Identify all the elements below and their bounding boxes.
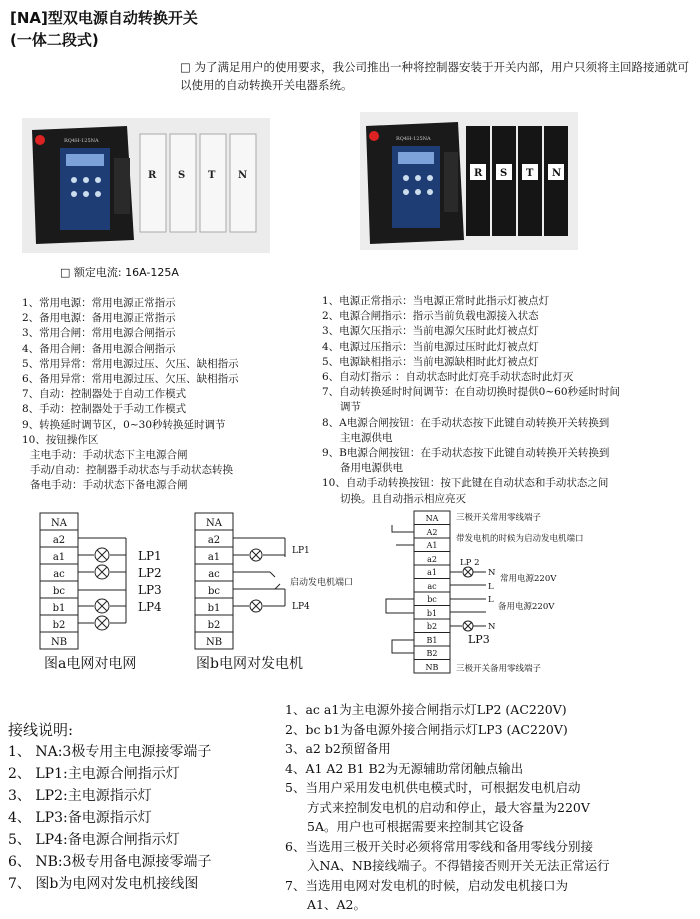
list-item: 10、按钮操作区 [22, 433, 99, 446]
terminal-label: a1 [427, 568, 437, 577]
list-subitem: 手动/自动：控制器手动状态与手动状态转换 [30, 464, 234, 477]
list-item: 1、常用电源：常用电源正常指示 [22, 297, 176, 309]
wiring-explanation [8, 719, 212, 895]
lamp-label: LP 2 [460, 558, 480, 568]
bottom-note: 三极开关备用零线端子 [456, 664, 542, 674]
diagram-b-caption: 图b电网对发电机 [196, 656, 303, 672]
list-item: 8、手动：控制器处于手动工作模式 [22, 403, 187, 416]
line-label: L [488, 595, 494, 605]
terminal-label: A1 [426, 541, 438, 550]
list-item-cont: 切换。且自动指示相应亮灭 [340, 492, 466, 505]
phase-label: N [238, 170, 248, 181]
list-item: 8、A电源合闸按钮：在手动状态按下此键自动转换开关转换到 [322, 416, 610, 429]
terminal-label: ac [427, 582, 437, 591]
terminal-label: a1 [52, 552, 66, 563]
terminal-label: bc [52, 586, 66, 597]
list-item-cont: 调节 [340, 401, 361, 414]
terminal-label: b1 [52, 603, 66, 614]
model-label: RQ4H-125NA [396, 136, 431, 142]
list-item: 2、 LP1:主电源合闸指示灯 [8, 766, 180, 782]
lamp-label: LP3 [138, 583, 162, 597]
phase-label: S [500, 168, 508, 179]
wiring-notes [285, 700, 610, 915]
list-item: 4、 LP3:备电源指示灯 [8, 810, 152, 826]
list-item: 9、转换延时调节区，0~30秒转换延时调节 [22, 418, 226, 431]
terminal-label: ac [53, 569, 65, 580]
list-item: 4、备用合闸：备用电源合闸指示 [22, 342, 176, 355]
neutral-label: N [488, 568, 496, 578]
list-item: 3、 LP2:主电源指示灯 [8, 788, 152, 804]
lamp-label: LP2 [138, 566, 162, 580]
phase-label: N [552, 168, 562, 179]
product-photo-right [360, 112, 578, 250]
page-title: [NA]型双电源自动转换开关 [10, 9, 198, 27]
terminal-label: b2 [207, 620, 221, 631]
lamp-label: LP3 [468, 633, 490, 646]
phase-label: T [526, 168, 534, 179]
list-item: 2、备用电源：备用电源正常指示 [22, 312, 176, 325]
terminal-label: NB [205, 637, 223, 648]
note-item: 6、当选用三极开关时必须将常用零线和备用零线分别接 [285, 838, 593, 854]
note-item: 2、bc b1为备电源外接合闸指示灯LP3 (AC220V) [285, 721, 568, 737]
terminal-label: a2 [207, 535, 221, 546]
terminal-label: b1 [426, 609, 438, 618]
list-item: 7、自动转换延时时间调节：在自动切换时提供0~60秒延时时间 [322, 386, 621, 399]
list-item: 3、常用合闸：常用电源合闸指示 [22, 327, 176, 340]
diagram-a-caption: 图a电网对电网 [44, 656, 137, 672]
terminal-label: b2 [426, 622, 438, 631]
wiring-title: 接线说明: [8, 721, 74, 739]
terminal-label: b2 [52, 620, 66, 631]
terminal-label: NA [425, 514, 439, 523]
list-item: 5、电源缺相指示：当前电源缺相时此灯被点灯 [322, 355, 539, 368]
note-item-cont: 5A。用户也可根据需要来控制其它设备 [307, 819, 524, 834]
note-item-cont: 入NA、NB接线端子。不得错接否则开关无法正常运行 [307, 858, 610, 873]
list-item: 9、B电源合闸按钮：在手动状态按下此键自动转换开关转换到 [322, 447, 610, 460]
terminal-label: NA [206, 518, 222, 529]
note-item-cont: 方式来控制发电机的启动和停止，最大容量为220V [307, 799, 590, 815]
phase-label: R [474, 168, 483, 179]
list-item-cont: 主电源供电 [340, 431, 393, 444]
list-item: 10、自动手动转换按钮：按下此键在自动状态和手动状态之间 [322, 477, 609, 490]
generator-port-label: 启动发电机端口 [290, 578, 354, 588]
list-item: 3、电源欠压指示：当前电源欠压时此灯被点灯 [322, 325, 539, 338]
terminal-label: B1 [426, 636, 438, 645]
list-item: 1、电源正常指示：当电源正常时此指示灯被点灯 [322, 295, 550, 307]
list-item: 5、常用异常：常用电源过压、欠压、缺相指示 [22, 357, 239, 370]
model-label: RQ4H-125NA [64, 138, 99, 144]
phase-label: S [178, 170, 186, 181]
list-item: 6、备用异常：常用电源过压、欠压、缺相指示 [22, 373, 239, 386]
list-subitem: 备电手动：手动状态下备电源合闸 [30, 479, 188, 492]
note-item: 1、ac a1为主电源外接合闸指示灯LP2 (AC220V) [285, 702, 567, 717]
left-feature-list [22, 296, 239, 494]
list-item: 4、电源过压指示：当前电源过压时此灯被点灯 [322, 340, 539, 353]
wiring-diagrams [0, 505, 700, 685]
list-subitem: 主电手动：手动状态下主电源合闸 [30, 449, 188, 462]
product-photo-left [22, 118, 270, 253]
terminal-label: bc [427, 595, 437, 604]
list-item: 7、自动：控制器处于自动工作模式 [22, 388, 187, 401]
lamp-label: LP4 [292, 602, 310, 612]
list-item: 7、 图b为电网对发电机接线图 [8, 876, 199, 892]
terminal-label: b1 [207, 603, 221, 614]
terminal-label: a2 [427, 555, 437, 564]
list-item: 5、 LP4:备电源合闸指示灯 [8, 832, 180, 848]
neutral-label: N [488, 622, 496, 632]
intro-paragraph: □ 为了满足用户的使用要求，我公司推出一种将控制器安装于开关内部，用户只须将主回路接通就可以使用的自动转换开关电器系统。 [180, 60, 690, 92]
note-item: 3、a2 b2预留备用 [285, 741, 391, 756]
terminal-label: ac [208, 569, 220, 580]
rated-current: □ 额定电流: 16A-125A [60, 266, 179, 279]
terminal-label: bc [207, 586, 221, 597]
right-feature-list [322, 294, 620, 507]
main-power-label: 常用电源220V [500, 574, 557, 584]
phase-label: T [208, 170, 216, 181]
generator-note: 带发电机的时候为启动发电机端口 [456, 534, 584, 544]
list-item: 6、 NB:3极专用备电源接零端子 [8, 854, 212, 870]
terminal-label: NA [51, 518, 67, 529]
top-note: 三极开关常用零线端子 [456, 513, 542, 523]
list-item: 1、 NA:3极专用主电源接零端子 [8, 744, 212, 760]
terminal-label: NB [50, 637, 68, 648]
note-item: 7、当选用电网对发电机的时候，启动发电机接口为 [285, 877, 568, 893]
backup-power-label: 备用电源220V [498, 602, 555, 612]
note-item: 5、当用户采用发电机供电模式时，可根据发电机启动 [285, 780, 581, 795]
note-item: 4、A1 A2 B1 B2为无源辅助常闭触点输出 [285, 760, 524, 776]
page-subtitle: (一体二段式) [10, 31, 99, 49]
terminal-label: a2 [52, 535, 66, 546]
lamp-label: LP1 [138, 549, 162, 563]
phase-label: R [148, 170, 157, 181]
terminal-label: B2 [426, 649, 438, 658]
lamp-label: LP1 [292, 546, 310, 556]
line-label: L [488, 582, 494, 592]
lamp-label: LP4 [138, 600, 162, 614]
note-item-cont: A1、A2。 [307, 897, 366, 912]
terminal-label: A2 [426, 528, 438, 537]
terminal-label: a1 [207, 552, 221, 563]
terminal-label: NB [425, 663, 439, 672]
list-item-cont: 备用电源供电 [340, 462, 403, 475]
list-item: 2、电源合闸指示：指示当前负载电源接入状态 [322, 310, 539, 323]
list-item: 6、自动灯指示 ：自动状态时此灯亮手动状态时此灯灭 [322, 371, 574, 384]
